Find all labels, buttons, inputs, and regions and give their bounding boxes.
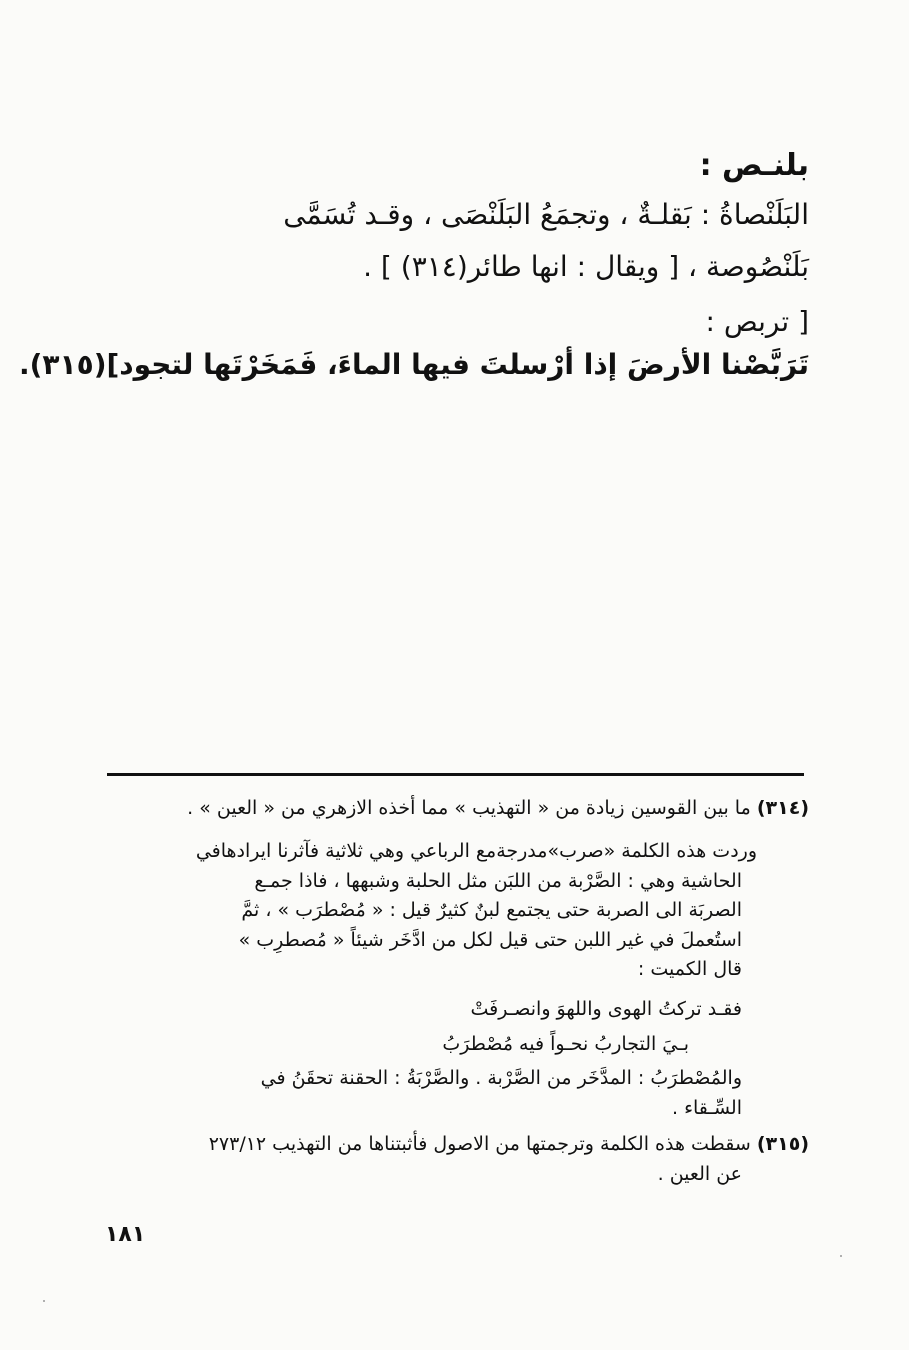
body-line-4: تَرَبَّصْنا الأرضَ إذا أرْسلتَ فيها الماءَ، فَمَخَرْتَها لتجود](٣١٥). bbox=[18, 348, 809, 381]
scan-speck bbox=[840, 1255, 842, 1257]
footnote-note-line-9: السِّـقاء . bbox=[672, 1097, 742, 1119]
footnote-315-line-2: عن العين . bbox=[657, 1163, 742, 1185]
poem-line-2: بـيَ التجاربُ نحـواً فيه مُصْطرَبُ bbox=[442, 1033, 689, 1055]
footnote-divider bbox=[107, 773, 804, 776]
footnote-text: سقطت هذه الكلمة وترجمتها من الاصول فأثبتناها من التهذيب ٢٧٣/١٢ bbox=[208, 1133, 751, 1155]
footnote-marker: (٣١٥) bbox=[756, 1133, 809, 1155]
footnote-text: ما بين القوسين زيادة من « التهذيب » مما أخذه الازهري من « العين » . bbox=[187, 797, 751, 819]
footnote-note-line-8: والمُصْطرَبُ : المدَّخَر من الصَّرْبة . والصَّرْبَةُ : الحقنة تحقَنُ في bbox=[260, 1067, 742, 1089]
footnote-marker: (٣١٤) bbox=[756, 797, 809, 819]
footnote-314 bbox=[187, 797, 809, 819]
footnote-315 bbox=[209, 1133, 809, 1155]
footnote-note-line-2: الحاشية وهي : الصَّرْبة من اللبَن مثل الحلبة وشبهها ، فاذا جمـع bbox=[254, 870, 742, 892]
footnote-note-line-4: استُعملَ في غير اللبن حتى قيل لكل من ادَّخَر شيئاً « مُصطرِب » bbox=[238, 929, 742, 951]
poem-line-1: فقـد تركتُ الهوى واللهوَ وانصـرفَتْ bbox=[470, 998, 742, 1020]
scan-speck bbox=[43, 1300, 45, 1302]
page-number: ١٨١ bbox=[105, 1222, 146, 1247]
footnote-note-line-5: قال الكميت : bbox=[637, 958, 742, 980]
body-line-3: [ تربص : bbox=[705, 305, 809, 338]
body-line-2: بَلَنْصُوصة ، [ ويقال : انها طائر(٣١٤) ] . bbox=[363, 250, 809, 283]
footnote-note-line-3: الصربَة الى الصربة حتى يجتمع لبنٌ كثيرٌ قيل : « مُصْطرَب » ، ثمَّ bbox=[241, 899, 742, 921]
entry-heading: بلنـص : bbox=[699, 148, 809, 183]
body-line-1: البَلَنْصاةُ : بَقلـةٌ ، وتجمَعُ البَلَنْصَى ، وقـد تُسَمَّى bbox=[283, 198, 809, 231]
footnote-note-line-1: وردت هذه الكلمة «صرب»مدرجةمع الرباعي وهي ثلاثية فآثرنا ايرادهافي bbox=[195, 840, 757, 862]
